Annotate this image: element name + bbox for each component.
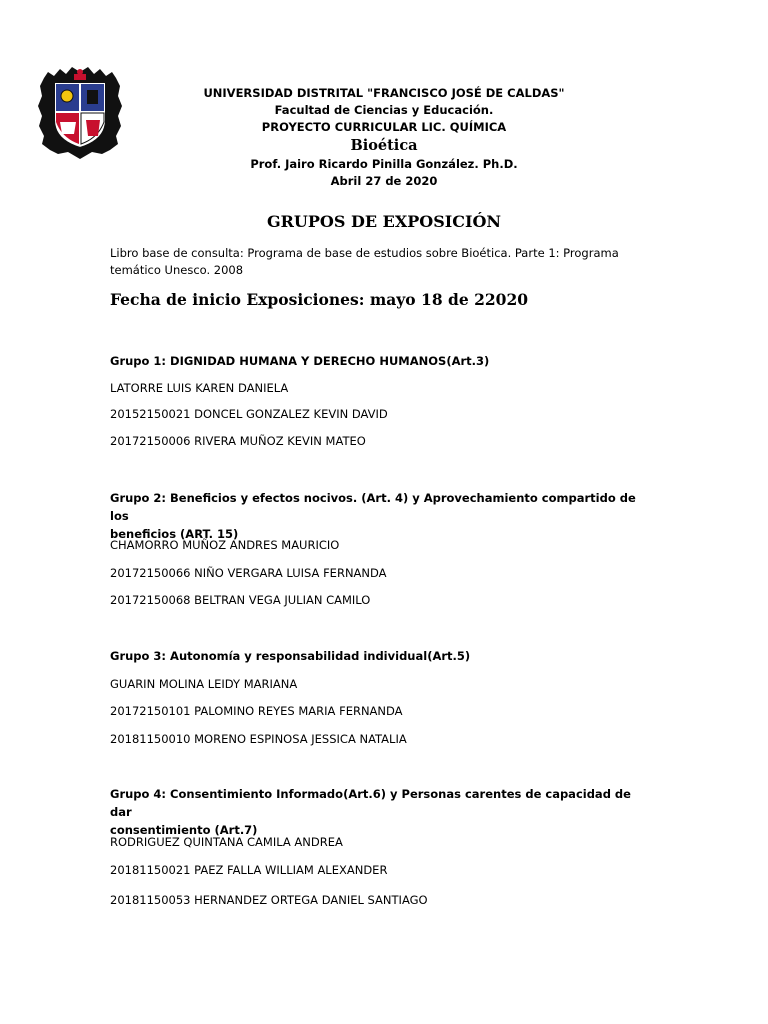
group-member: GUARIN MOLINA LEIDY MARIANA [110,677,298,691]
group-heading: Grupo 3: Autonomía y responsabilidad individual(Art.5) [110,649,471,663]
group-heading-line-2: consentimiento (Art.7) [110,823,258,837]
group-member: 20152150021 DONCEL GONZALEZ KEVIN DAVID [110,407,388,421]
group-member: CHAMORRO MUÑOZ ANDRES MAURICIO [110,538,340,552]
reference-line-2: temático Unesco. 2008 [110,263,244,277]
page-title: GRUPOS DE EXPOSICIÓN [266,212,502,231]
group-member: 20172150101 PALOMINO REYES MARIA FERNANDA [110,704,403,718]
group-member: 20172150068 BELTRAN VEGA JULIAN CAMILO [110,593,371,607]
professor-name: Prof. Jairo Ricardo Pinilla González. Ph.D. [250,157,518,171]
group-heading-line-2: beneficios (ART. 15) [110,527,239,541]
group-heading [110,489,650,543]
group-heading-line-1: Grupo 4: Consentimiento Informado(Art.6) y Personas carentes de capacidad de dar [110,787,631,819]
project-name: PROYECTO CURRICULAR LIC. QUÍMICA [261,120,507,134]
group-member: 20181150053 HERNANDEZ ORTEGA DANIEL SANTIAGO [110,893,428,907]
group-member: 20172150006 RIVERA MUÑOZ KEVIN MATEO [110,434,366,448]
group-member: RODRIGUEZ QUINTANA CAMILA ANDREA [110,835,343,849]
course-name: Bioética [350,137,418,154]
group-heading [110,785,650,839]
group-member: 20181150010 MORENO ESPINOSA JESSICA NATALIA [110,732,407,746]
group-heading: Grupo 1: DIGNIDAD HUMANA Y DERECHO HUMANOS(Art.3) [110,354,490,368]
group-member: 20181150021 PAEZ FALLA WILLIAM ALEXANDER [110,863,388,877]
group-member: 20172150066 NIÑO VERGARA LUISA FERNANDA [110,566,387,580]
document-header [0,85,768,190]
reference-line-1: Libro base de consulta: Programa de base de estudios sobre Bioética. Parte 1: Programa [110,246,619,260]
group-member: LATORRE LUIS KAREN DANIELA [110,381,289,395]
reference-text [110,245,650,279]
faculty-name: Facultad de Ciencias y Educación. [274,103,494,117]
university-name: UNIVERSIDAD DISTRITAL "FRANCISCO JOSÉ DE CALDAS" [203,86,565,100]
start-date-heading: Fecha de inicio Exposiciones: mayo 18 de 22020 [110,290,529,309]
group-heading-line-1: Grupo 2: Beneficios y efectos nocivos. (Art. 4) y Aprovechamiento compartido de los [110,491,636,523]
document-date: Abril 27 de 2020 [330,174,438,188]
